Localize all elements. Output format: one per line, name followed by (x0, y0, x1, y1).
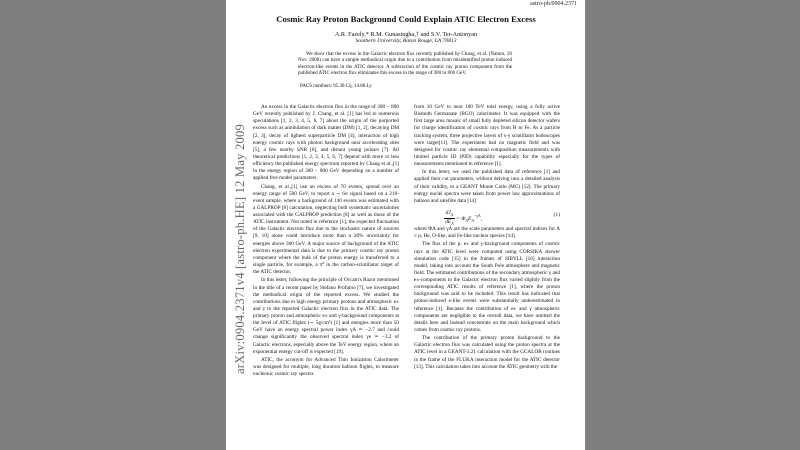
paper-page (226, 0, 585, 450)
paragraph: where ΦA and γA are the scale parameters and spectral indices for A ≡ p, He, O-like, and Fe-like nuclear species [14]. (414, 225, 560, 240)
abstract: We show that the excess in the Galactic electron flux recently published by Chang, et al. (Nature, 20 Nov. 2008) can have a simple methodical origin due to a contribution from misidentified proton induced electron-like events in the ATIC detector. A subtraction of the cosmic ray proton component from the published ATIC electron flux eliminates this excess in the range of 300 to 800 GeV. (298, 51, 512, 76)
equation-number: (1) (553, 211, 560, 218)
right-column (414, 104, 560, 372)
paragraph: The contribution of the primary proton background to the Galactic electron flux was calculated using the proton spectra at the ATIC level in a GEANT-3.21 calculation with the GCALOR routines in the frame of the FLUKA interaction model for the ATIC detector [13]. This calculation takes into account the ATIC geometry with the (414, 335, 560, 370)
paragraph: In this letter, following the principle of Occam's Razor mentioned in the title of a recent paper by Stefano Profumo [7], we investigated the methodical origin of the reported excess. We studied the contributions due to high energy primary protons and atmospheric e± and γ to the reported Galactic electron flux in the ATIC data. The primary proton and atmospheric e± and γ-background components at the level of ATIC flights (∼ 5g/cm²) [1] and energies more than 50 GeV have an energy spectral power index γA ≃ −2.7 and could change significantly the observed spectral index γe ≃ −3.2 of Galactic electrons, especially above the TeV energy region, where an exponential energy cut-off is expected [19]. (253, 277, 399, 355)
arxiv-id-header: astro-ph/0904.2371 (530, 1, 577, 7)
paragraph: Chang, et al.,[1] use an excess of 70 events, spread over an energy range of 500 GeV, to report a ∼ 6σ signal based on a 210-event sample, where a background of 140 events was estimated with a GALPROP [8] calculation, neglecting both systematic uncertainties associated with the GALPROP prediction [8] as well as those of the ATIC instrument. Not noted in reference [1], the expected fluctuation of the Galactic electron flux due to the stochastic nature of sources [9, 10] alone could introduce more than a 20% uncertainty for energies above 300 GeV. A major source of background of the ATIC electron experimental data is due to the primary cosmic ray proton component where the bulk of the proton energy is transferred to a single particle, for example, a π⁰ in the carbon-scintillator target of the ATIC detector. (253, 183, 399, 276)
affiliation: Southern University, Baton Rouge, LA 70813 (355, 38, 457, 44)
author-list: A.R. Fazely,* R.M. Gunasingha,† and S.V. Ter-Antonyan (334, 31, 478, 38)
equation-formula: $dJ_A$ $dE_A$ = $\Phi_AE_A^{-\gamma A}$, (445, 209, 482, 227)
equation-1 (414, 207, 560, 227)
paragraph: from 10 GeV to near 100 TeV total energy, using a fully active Bismuth Germanate (BGO) calorimeter. It was equipped with the first large area mosaic of small fully depleted silicon detector wafers for charge identification of cosmic rays from H to Fe. As a particle tracking system, three projective layers of x-y scintillator hodoscopes were target[11]. The experiment had no magnetic field and was designed for cosmic ray elemental composition measurements with limited particle ID (PID) capability especially for the types of measurements mentioned in reference [1]. (414, 104, 560, 167)
arxiv-stamp-text: arXiv:0904.2371v4 [astro-ph.HE] 12 May 2009 (233, 124, 247, 374)
paragraph: In this letter, we used the published data of reference [1] and applied their cut parameters, without delving into a detailed analysis of their validity, to a GEANT Monte Carlo (MC) [12]. The primary energy nuclei spectra were taken from power law approximations of balloon and satellite data [14] (414, 169, 560, 204)
arxiv-sidebar-stamp (232, 124, 248, 380)
paper-title: Cosmic Ray Proton Background Could Explain ATIC Electron Excess (276, 14, 536, 24)
left-column (253, 104, 399, 380)
pacs-numbers: PACS numbers: 95.30.Cq, 14.80.Ly (300, 84, 372, 89)
paragraph: ATIC, the acronym for Advanced Thin Ionization Calorimeter was designed for multiple, long duration balloon flights, to measure nucleonic cosmic ray spectra (253, 356, 399, 378)
paragraph: The flux of the p, e± and γ-background components of cosmic rays at the ATIC level were computed using CORSIKA shower simulation code [15] in the frames of SIBYLL [16] interaction model, taking into account the South Pole atmosphere and magnetic field. The estimated contributions of the secondary atmospheric γ and e±-components to the Galactic electron flux varied slightly from the corresponding ATIC results of reference [1], where the proton background was said to be included. This result has indicated that proton-induced e-like events were substantially underestimated in reference [1]. Because the contribution of e± and γ atmospheric components are negligible to the overall data, we have omitted the details here and instead concentrate on the main background which comes from cosmic ray protons. (414, 241, 560, 333)
paragraph: An excess in the Galactic electron flux in the range of 300 − 800 GeV recently published by J. Chang, et al. [1] has led to numerous speculations [1, 2, 3, 4, 5, 6, 7] about the origin of the purported excess such as annihilation of dark matter (DM) [1, 2], decaying DM [2, 3], decay of lightest superparticle DM [4], interaction of high energy cosmic rays with photon background near accelerating sites [5], a few nearby SNR [6], and distant young pulsars [7]. All theoretical predictions [1, 2, 3, 4, 5, 6, 7] depend with more or less efficiency the published energy spectrum reported by Chang et al.,[1] in the energy region of 300 − 800 GeV depending on a number of applied free model parameters. (253, 104, 399, 182)
